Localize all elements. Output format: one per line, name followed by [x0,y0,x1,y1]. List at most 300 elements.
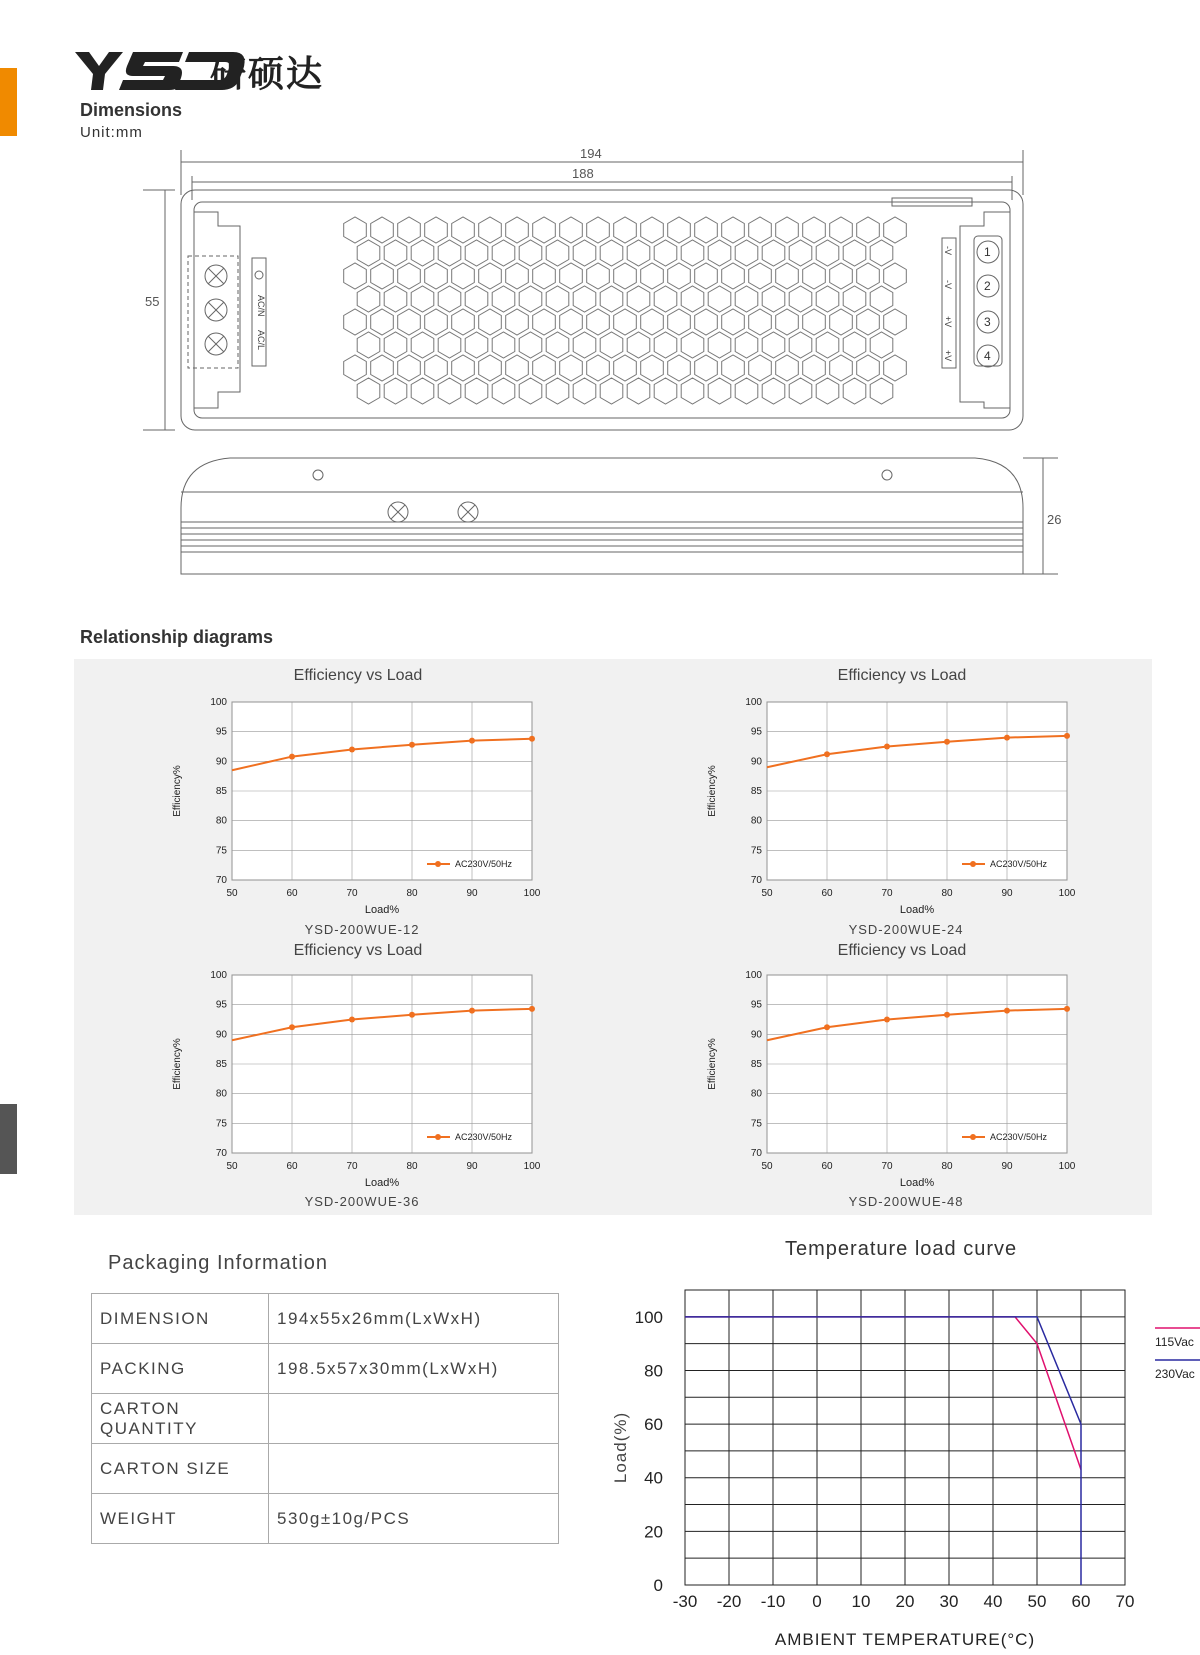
vent-hole [573,240,596,266]
vent-hole [735,286,758,312]
vent-hole [384,332,407,358]
model-2: YSD-200WUE-24 [848,922,964,937]
y-tick-label: 100 [745,970,762,981]
y-tick-label: 95 [750,999,762,1011]
x-tick-label: 0 [812,1592,822,1611]
table-row [92,1344,559,1394]
terminal-v4: +V [943,350,953,362]
y-tick-label: 100 [210,970,227,981]
vent-hole [681,240,704,266]
legend-label: 230Vac [1155,1367,1195,1381]
vent-hole [695,217,718,243]
legend-marker [970,1134,976,1140]
data-point [1004,1008,1010,1014]
chart-title-4: Efficiency vs Load [837,942,967,959]
vent-hole [641,263,664,289]
vent-hole [641,217,664,243]
row-value [269,1394,559,1444]
x-tick-label: -20 [716,1592,742,1611]
vent-hole [627,378,650,404]
y-tick-label: 85 [750,786,762,797]
x-tick-label: 70 [881,888,893,899]
legend-label: AC230V/50Hz [455,859,513,869]
vent-hole [749,355,772,381]
legend-label: 115Vac [1155,1335,1194,1349]
model-1: YSD-200WUE-12 [304,922,420,937]
vent-hole [668,263,691,289]
vent-hole [654,286,677,312]
vent-hole [776,309,799,335]
vent-hole [546,332,569,358]
dim-194: 194 [580,146,602,161]
x-tick-label: 90 [466,888,478,899]
y-tick-label: 100 [634,1307,663,1327]
x-tick-label: 70 [1115,1592,1135,1611]
vent-hole [398,263,421,289]
row-key: WEIGHT [92,1494,269,1544]
vent-hole [533,355,556,381]
vent-hole [708,378,731,404]
x-tick-label: 50 [226,888,238,899]
y-tick-label: 90 [750,1029,762,1041]
y-axis-label: Efficiency% [172,1038,183,1090]
vent-hole [722,263,745,289]
vent-hole [519,286,542,312]
y-axis-label: Load(%) [611,1411,630,1484]
vent-hole [519,332,542,358]
y-tick-label: 80 [750,1088,762,1100]
vent-hole [384,286,407,312]
vent-hole [600,378,623,404]
y-tick-label: 80 [750,815,762,827]
efficiency-chart-1 [170,690,541,920]
vent-hole [884,355,907,381]
vent-hole [371,263,394,289]
vent-hole [398,217,421,243]
row-value: 198.5x57x30mm(LxWxH) [269,1344,559,1394]
terminal-number-1: 1 [984,245,991,259]
vent-hole [357,240,380,266]
vent-hole [843,286,866,312]
vent-hole [803,217,826,243]
vent-hole [587,309,610,335]
vent-hole [546,378,569,404]
vent-hole [479,309,502,335]
data-point [349,1017,355,1023]
vent-hole [438,240,461,266]
y-tick-label: 80 [644,1361,663,1381]
vent-hole [722,309,745,335]
vent-hole [492,286,515,312]
vent-hole [452,217,475,243]
vent-hole [519,378,542,404]
vent-hole [830,309,853,335]
vent-hole [857,355,880,381]
table-row [92,1444,559,1494]
vent-hole [587,217,610,243]
packaging-table [91,1293,559,1544]
vent-hole [587,355,610,381]
vent-hole [681,332,704,358]
data-point [1064,733,1070,739]
terminal-number-4: 4 [984,349,991,363]
y-tick-label: 85 [215,1059,227,1070]
legend-marker [970,861,976,867]
vent-hole [816,378,839,404]
vent-hole [654,378,677,404]
x-tick-label: 50 [761,1161,773,1172]
vent-hole [546,286,569,312]
vent-hole [803,355,826,381]
x-tick-label: -10 [760,1592,786,1611]
vent-hole [830,217,853,243]
vent-hole [425,309,448,335]
vent-hole [870,378,893,404]
x-tick-label: 30 [939,1592,959,1611]
x-tick-label: 70 [346,1161,358,1172]
chart-title-3: Efficiency vs Load [293,942,423,959]
vent-hole [425,263,448,289]
packaging-title: Packaging Information [108,1252,329,1274]
y-tick-label: 20 [644,1522,663,1542]
y-tick-label: 85 [215,786,227,797]
legend-marker [435,861,441,867]
vent-hole [425,355,448,381]
brand-name: 研硕达 [210,54,325,95]
y-tick-label: 0 [653,1576,663,1595]
y-tick-label: 80 [215,1088,227,1100]
data-point [289,754,295,760]
vent-hole [857,263,880,289]
vent-hole [398,309,421,335]
x-tick-label: 100 [523,1161,541,1172]
vent-hole [843,240,866,266]
y-tick-label: 95 [215,999,227,1011]
vent-hole [600,332,623,358]
vent-hole [573,332,596,358]
vent-hole [884,309,907,335]
data-point [824,1024,830,1030]
efficiency-chart-3 [170,963,541,1193]
vent-hole [506,263,529,289]
vent-hole [384,240,407,266]
legend-marker [435,1134,441,1140]
x-tick-label: 10 [851,1592,871,1611]
vent-hole [357,378,380,404]
vent-hole [479,263,502,289]
x-tick-label: -30 [672,1592,698,1611]
efficiency-chart-2 [705,690,1076,920]
y-axis-label: Efficiency% [172,765,183,817]
dimensions-heading: Dimensions [80,100,183,120]
vent-hole [695,263,718,289]
x-tick-label: 50 [1027,1592,1047,1611]
row-value: 530g±10g/PCS [269,1494,559,1544]
table-row [92,1494,559,1544]
row-value [269,1444,559,1494]
vent-hole [371,217,394,243]
vent-hole [816,286,839,312]
vent-hole [506,355,529,381]
vent-hole [762,378,785,404]
vent-hole [573,378,596,404]
row-key: CARTON SIZE [92,1444,269,1494]
x-tick-label: 90 [1001,888,1013,899]
vent-hole [641,355,664,381]
vent-hole [681,378,704,404]
x-tick-label: 60 [1071,1592,1091,1611]
vent-hole [560,217,583,243]
y-tick-label: 75 [215,845,227,857]
vent-hole [600,286,623,312]
vent-hole [411,240,434,266]
vent-hole [749,263,772,289]
unit-label: Unit:mm [80,124,143,141]
vent-hole [749,309,772,335]
vent-hole [492,332,515,358]
y-tick-label: 75 [215,1118,227,1130]
y-tick-label: 70 [750,875,762,886]
y-tick-label: 90 [750,756,762,768]
vent-hole [465,378,488,404]
vent-hole [776,217,799,243]
vent-hole [344,309,367,335]
x-tick-label: 90 [1001,1161,1013,1172]
vent-hole [411,332,434,358]
dim-26: 26 [1047,512,1062,527]
vent-hole [506,217,529,243]
vent-hole [789,332,812,358]
data-point [529,1006,535,1012]
terminal-number-3: 3 [984,315,991,329]
x-axis-label: AMBIENT TEMPERATURE(°C) [774,1630,1036,1649]
x-tick-label: 20 [895,1592,915,1611]
vent-hole [884,263,907,289]
vent-hole [533,263,556,289]
vent-hole [371,355,394,381]
vent-hole [857,309,880,335]
vent-hole [816,332,839,358]
dim-55: 55 [145,294,160,309]
vent-hole [533,217,556,243]
vent-hole [654,332,677,358]
vent-hole [735,240,758,266]
vent-hole [830,263,853,289]
data-point [1004,735,1010,741]
accent-bar [0,68,17,136]
data-point [409,1012,415,1018]
vent-hole [884,217,907,243]
vent-hole [843,378,866,404]
vent-hole [465,332,488,358]
vent-hole [560,309,583,335]
legend-label: AC230V/50Hz [990,859,1048,869]
vent-hole [344,263,367,289]
vent-hole [452,309,475,335]
vent-hole [614,263,637,289]
y-tick-label: 75 [750,845,762,857]
x-tick-label: 70 [346,888,358,899]
x-tick-label: 50 [226,1161,238,1172]
table-row [92,1394,559,1444]
vent-hole [425,217,448,243]
vent-hole [600,240,623,266]
x-tick-label: 60 [286,1161,298,1172]
data-point [884,1017,890,1023]
vent-hole [627,240,650,266]
vent-hole [587,263,610,289]
y-tick-label: 70 [215,875,227,886]
vent-hole [668,217,691,243]
x-axis-label: Load% [899,904,935,916]
vent-hole [438,286,461,312]
vent-hole [654,240,677,266]
vent-hole [479,355,502,381]
vent-hole [641,309,664,335]
row-key: DIMENSION [92,1294,269,1344]
y-tick-label: 90 [215,1029,227,1041]
legend-label: AC230V/50Hz [990,1132,1048,1142]
terminal-v3: +V [943,316,953,328]
x-axis-label: Load% [899,1177,935,1189]
vent-hole [519,240,542,266]
vent-hole [546,240,569,266]
vent-hole [870,332,893,358]
vent-hole [398,355,421,381]
vent-hole [762,240,785,266]
vent-hole [789,240,812,266]
x-tick-label: 40 [983,1592,1003,1611]
vent-hole [560,263,583,289]
terminal-acl: AC/L [256,330,266,351]
vent-hole [614,309,637,335]
y-axis-label: Efficiency% [707,1038,718,1090]
y-tick-label: 95 [750,726,762,738]
x-axis-label: Load% [364,1177,400,1189]
vent-hole [452,355,475,381]
y-tick-label: 75 [750,1118,762,1130]
vent-hole [479,217,502,243]
relationship-heading: Relationship diagrams [80,627,274,647]
x-axis-label: Load% [364,904,400,916]
y-axis-label: Efficiency% [707,765,718,817]
vent-hole [695,309,718,335]
vent-hole [627,332,650,358]
data-point [824,751,830,757]
vent-hole [789,286,812,312]
y-tick-label: 80 [215,815,227,827]
data-point [884,744,890,750]
vent-hole [371,309,394,335]
x-tick-label: 80 [941,1161,953,1172]
vent-hole [857,217,880,243]
vent-hole [357,332,380,358]
vent-hole [438,378,461,404]
vent-hole [870,286,893,312]
efficiency-chart-4 [705,963,1076,1193]
row-value: 194x55x26mm(LxWxH) [269,1294,559,1344]
y-tick-label: 70 [750,1148,762,1159]
vent-hole [668,355,691,381]
chart-title-2: Efficiency vs Load [837,667,967,684]
vent-hole [789,378,812,404]
table-row [92,1294,559,1344]
vent-hole [452,263,475,289]
vent-hole [627,286,650,312]
data-point [529,736,535,742]
vent-hole [506,309,529,335]
vent-hole [708,332,731,358]
vent-hole [411,286,434,312]
vent-hole [803,263,826,289]
vent-hole [776,355,799,381]
dimension-drawing [0,140,1200,580]
x-tick-label: 90 [466,1161,478,1172]
x-tick-label: 60 [821,1161,833,1172]
x-tick-label: 80 [941,888,953,899]
vent-hole [762,286,785,312]
chart-title-1: Efficiency vs Load [293,667,423,684]
data-point [289,1024,295,1030]
temperature-curve-title: Temperature load curve [785,1238,1018,1260]
data-point [944,1012,950,1018]
vent-hole [722,217,745,243]
temperature-load-chart [600,1270,1200,1655]
vent-hole [465,286,488,312]
legend-label: AC230V/50Hz [455,1132,513,1142]
vent-hole [695,355,718,381]
vent-hole [776,263,799,289]
x-tick-label: 100 [1058,1161,1076,1172]
data-point [469,1008,475,1014]
vent-hole [762,332,785,358]
vent-hole [411,378,434,404]
vent-hole [830,355,853,381]
x-tick-label: 80 [406,888,418,899]
y-tick-label: 70 [215,1148,227,1159]
terminal-number-2: 2 [984,279,991,293]
vent-hole [438,332,461,358]
y-tick-label: 100 [745,697,762,708]
model-4: YSD-200WUE-48 [848,1194,964,1209]
vent-hole [560,355,583,381]
row-key: CARTON QUANTITY [92,1394,269,1444]
x-tick-label: 50 [761,888,773,899]
y-tick-label: 90 [215,756,227,768]
vent-hole [384,378,407,404]
model-3: YSD-200WUE-36 [304,1194,420,1209]
vent-hole [344,355,367,381]
x-tick-label: 100 [1058,888,1076,899]
vent-hole [614,355,637,381]
vent-hole [708,240,731,266]
vent-hole [681,286,704,312]
vent-hole [573,286,596,312]
data-point [409,742,415,748]
dim-188: 188 [572,166,594,181]
vent-hole [668,309,691,335]
vent-hole [735,378,758,404]
vent-hole [722,355,745,381]
data-point [349,746,355,752]
x-tick-label: 100 [523,888,541,899]
terminal-v1: -V [943,246,953,255]
vent-hole [735,332,758,358]
vent-hole [533,309,556,335]
vent-hole [344,217,367,243]
data-point [469,738,475,744]
vent-hole [749,217,772,243]
